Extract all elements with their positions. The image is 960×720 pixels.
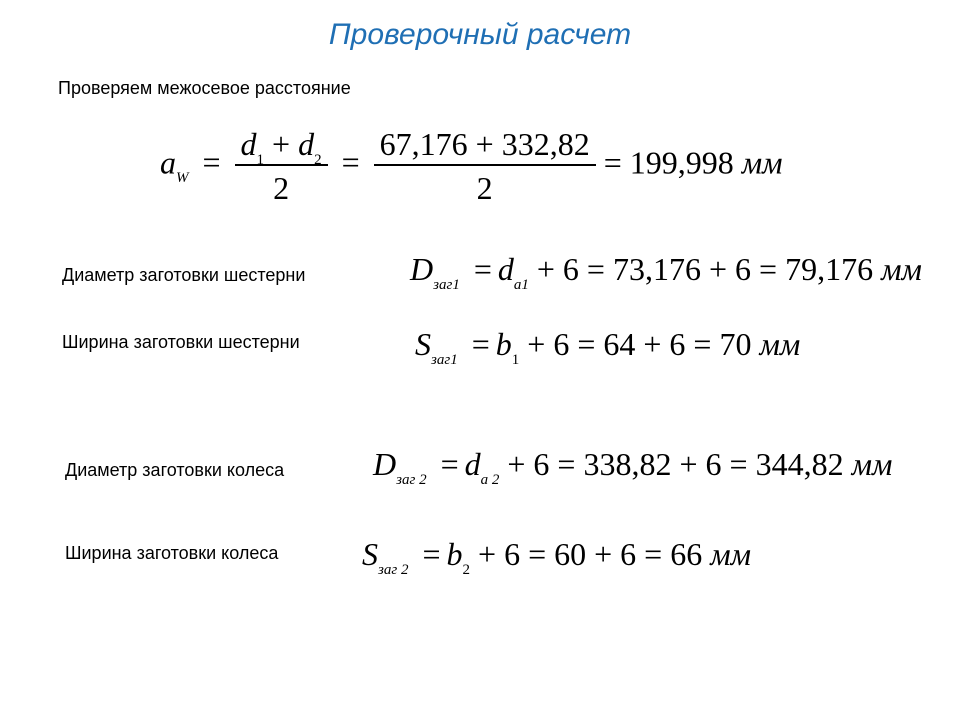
equals-sign: = [473, 251, 492, 287]
rhs-subscript: 2 [462, 562, 471, 578]
d2-symbol: d [298, 126, 315, 162]
fraction-denominator: 2 [273, 170, 290, 206]
rhs-symbol: b [446, 536, 463, 572]
d1-symbol: d [240, 126, 257, 162]
plus-sign: + [272, 126, 291, 162]
label-pinion-blank-width: Ширина заготовки шестерни [62, 332, 300, 352]
unit-label: мм [759, 326, 801, 362]
label-pinion-blank-diameter: Диаметр заготовки шестерни [62, 265, 306, 285]
result-value: = 199,998 [603, 144, 734, 181]
d2-subscript: 2 [314, 152, 322, 168]
var-subscript: заг1 [433, 277, 460, 293]
var-symbol: D [410, 251, 434, 287]
formula-wheel-blank-width [362, 536, 752, 578]
formula-rest: + 6 = 60 + 6 = 66 [478, 536, 703, 572]
var-subscript: заг1 [431, 352, 458, 368]
rhs-subscript: a 2 [480, 472, 500, 488]
unit-label: мм [741, 144, 783, 181]
rhs-symbol: b [495, 326, 512, 362]
equals-sign: = [471, 326, 490, 362]
equals-sign: = [341, 144, 360, 181]
aw-symbol: a [160, 144, 176, 181]
fraction-numerator: 67,176 + 332,82 [379, 126, 590, 162]
aw-subscript: W [176, 170, 189, 187]
rhs-subscript: 1 [511, 352, 520, 368]
equals-sign: = [422, 536, 441, 572]
label-wheel-blank-diameter: Диаметр заготовки колеса [65, 460, 285, 480]
rhs-subscript: a1 [513, 277, 529, 293]
var-symbol: D [373, 446, 397, 482]
unit-label: мм [881, 251, 922, 287]
center-distance-formula [160, 128, 783, 204]
formula-rest: + 6 = 64 + 6 = 70 [527, 326, 752, 362]
formula-rest: + 6 = 338,82 + 6 = 344,82 [507, 446, 844, 482]
var-subscript: заг 2 [378, 562, 409, 578]
var-symbol: S [362, 536, 378, 572]
fraction-diameters [235, 128, 328, 204]
formula-pinion-blank-diameter [410, 251, 922, 293]
unit-label: мм [851, 446, 893, 482]
fraction-numerator [235, 126, 328, 168]
formula-wheel-blank-diameter [373, 446, 893, 488]
fraction-values [374, 128, 596, 204]
formula-pinion-blank-width [415, 326, 801, 368]
d1-subscript: 1 [256, 152, 265, 168]
label-wheel-blank-width: Ширина заготовки колеса [65, 543, 279, 563]
page-title: Проверочный расчет [328, 18, 632, 51]
intro-text: Проверяем межосевое расстояние [58, 78, 351, 98]
fraction-denominator: 2 [476, 170, 493, 206]
equals-sign: = [202, 144, 221, 181]
equals-sign: = [440, 446, 459, 482]
unit-label: мм [710, 536, 752, 572]
rhs-symbol: d [497, 251, 514, 287]
rhs-symbol: d [464, 446, 481, 482]
formula-rest: + 6 = 73,176 + 6 = 79,176 [536, 251, 874, 287]
var-subscript: заг 2 [396, 472, 427, 488]
var-symbol: S [415, 326, 431, 362]
